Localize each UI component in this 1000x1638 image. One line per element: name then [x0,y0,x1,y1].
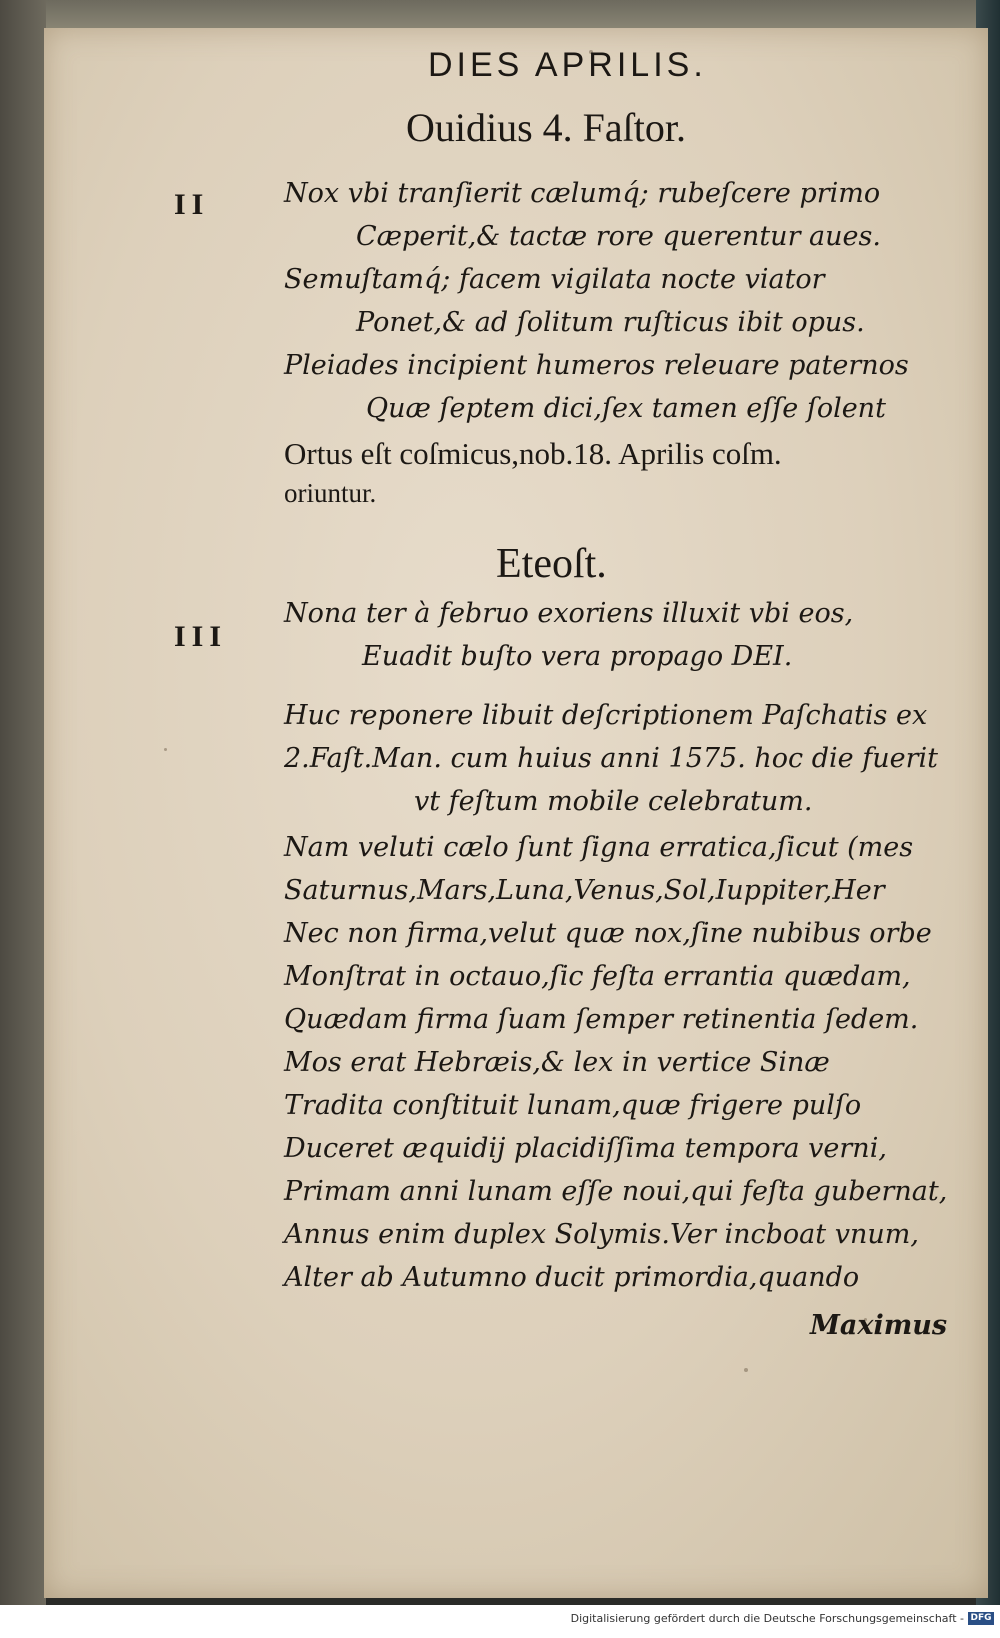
digitization-credit: Digitalisierung gefördert durch die Deutsche Forschungsgemeinschaft - [570,1612,964,1625]
astronomical-note: oriuntur. [284,478,377,508]
eteost-line: Euadit buſto vera propago DEI. [362,641,793,672]
pascha-verse: Mos erat Hebræis,& lex in vertice Sinæ [284,1047,830,1078]
dfg-logo-icon: DFG [968,1612,994,1625]
verse-line: Cæperit,& tactæ rore querentur aues. [356,221,881,252]
margin-numeral-iii: III [174,620,228,653]
paper-speck [164,748,167,751]
book-page [44,28,988,1598]
pascha-verse: Primam anni lunam eſſe noui,qui feſta gubernat, [284,1176,948,1207]
catchword: Maximus [810,1310,948,1341]
pascha-verse: Annus enim duplex Solymis.Ver incboat vnum, [284,1219,919,1250]
pascha-intro: vt feſtum mobile celebratum. [414,786,813,817]
pascha-intro: Huc reponere libuit deſcriptionem Paſchatis ex [284,700,928,731]
verse-line: Ponet,& ad ſolitum ruſticus ibit opus. [356,307,865,338]
astronomical-note: Ortus eſt coſmicus,nob.18. Aprilis coſm. [284,436,782,471]
scan-top-edge [0,0,1000,30]
verse-line: Semuſtamq́; facem vigilata nocte viator [284,264,825,295]
pascha-verse: Quædam firma ſuam ſemper retinentia ſedem. [284,1004,919,1035]
verse-line: Nox vbi tranſierit cælumq́; rubeſcere primo [284,178,881,209]
eteost-line: Nona ter à februo exoriens illuxit vbi eos, [284,598,854,629]
pascha-verse: Monſtrat in octauo,ſic feſta errantia quædam, [284,961,911,992]
running-title: DIES APRILIS. [428,46,707,84]
margin-numeral-ii: II [174,188,210,221]
verse-line: Pleiades incipient humeros releuare paternos [284,350,909,381]
eteost-title: Eteoſt. [496,541,607,587]
section-title: Ouidius 4. Faſtor. [406,105,687,150]
pascha-intro: 2.Faſt.Man. cum huius anni 1575. hoc die fuerit [284,743,938,774]
scan-left-edge [0,0,46,1638]
verse-line: Quæ ſeptem dici,ſex tamen eſſe ſolent [366,393,886,424]
pascha-verse: Nam veluti cælo ſunt ſigna erratica,ſicut (mes [284,832,914,863]
pascha-verse: Alter ab Autumno ducit primordia,quando [284,1262,860,1293]
pascha-verse: Nec non firma,velut quæ nox,ſine nubibus orbe [284,918,932,949]
pascha-verse: Tradita conſtituit lunam,quæ frigere pulſo [284,1090,862,1121]
paper-speck [744,1368,748,1372]
pascha-verse: Duceret æquidij placidiſſima tempora verni, [284,1133,887,1164]
pascha-verse: Saturnus,Mars,Luna,Venus,Sol,Iuppiter,Her [284,875,885,906]
